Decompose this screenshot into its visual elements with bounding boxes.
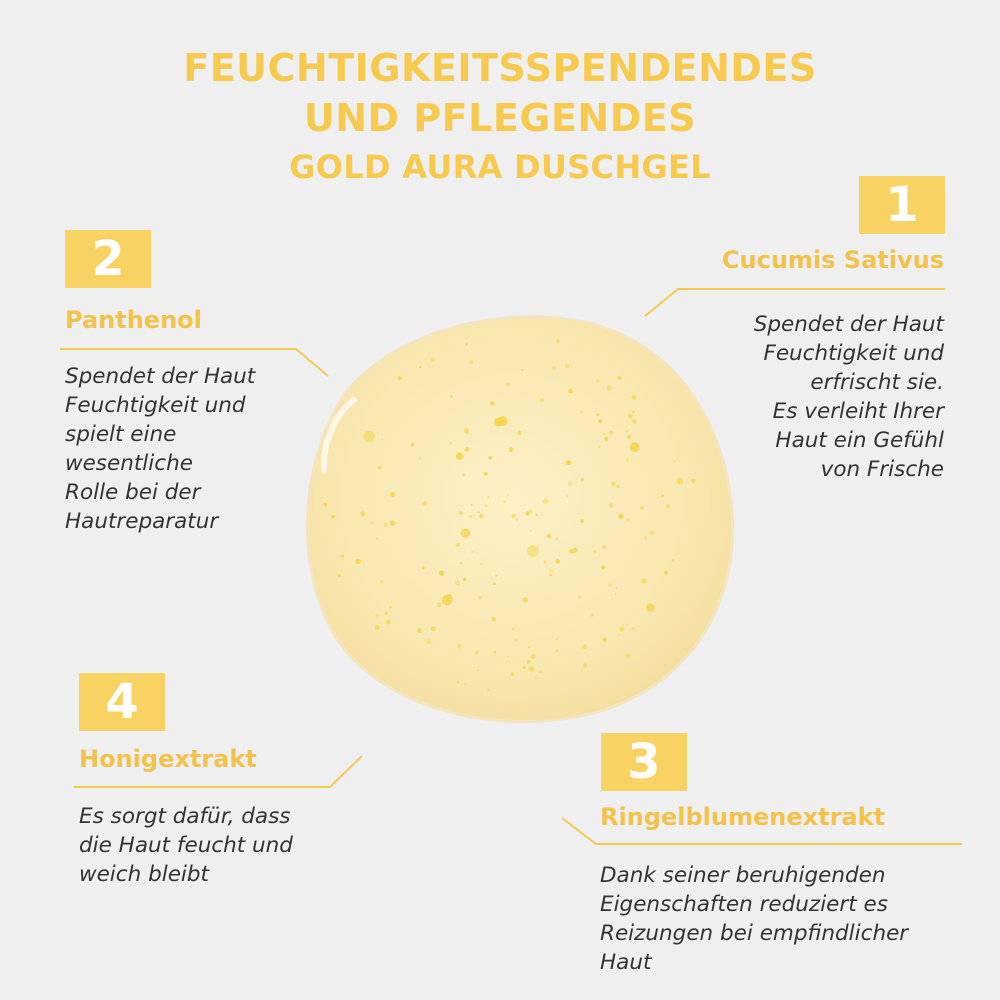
gel-bubble — [626, 518, 629, 521]
gel-bubble — [465, 447, 469, 451]
gel-bubble — [632, 395, 637, 400]
gel-bubble — [381, 438, 383, 440]
gel-bubble — [512, 628, 515, 631]
gel-bubble — [601, 565, 605, 569]
gel-bubble — [628, 413, 633, 418]
gel-bubble — [626, 458, 629, 461]
gel-bubble — [456, 453, 463, 460]
gel-bubble — [431, 357, 436, 362]
description-line: Haut — [600, 950, 652, 975]
gel-bubble — [478, 596, 482, 600]
gel-bubble — [602, 638, 606, 642]
gel-bubble — [556, 537, 559, 540]
gel-bubble — [477, 669, 479, 671]
gel-drop-image — [284, 300, 744, 730]
gel-bubble — [450, 395, 453, 398]
gel-bubble — [568, 482, 572, 486]
gel-bubble — [543, 561, 546, 564]
description-line: Feuchtigkeit und — [763, 341, 944, 366]
gel-bubble — [490, 401, 495, 406]
gel-bubble — [516, 519, 518, 521]
gel-bubble — [489, 456, 493, 460]
gel-bubble — [386, 620, 391, 625]
gel-bubble — [617, 376, 622, 381]
gel-bubble — [331, 515, 334, 518]
gel-bubble — [674, 460, 676, 462]
gel-bubble — [661, 495, 664, 498]
description-line: weich bleibt — [79, 862, 209, 887]
gel-bubble — [598, 446, 601, 449]
gel-bubble — [530, 530, 532, 532]
ingredient-name-2: Panthenol — [65, 306, 202, 334]
gel-bubble — [439, 571, 444, 576]
gel-drop-shape — [307, 317, 732, 722]
gel-bubble — [528, 646, 530, 648]
gel-bubble — [527, 660, 531, 664]
badge-number-2: 2 — [65, 230, 151, 288]
gel-bubble — [539, 671, 541, 673]
gel-bubble — [471, 551, 474, 554]
gel-bubble — [609, 431, 613, 435]
gel-bubble — [618, 514, 623, 519]
gel-bubble — [529, 510, 533, 514]
gel-bubble — [410, 443, 414, 447]
gel-bubble — [676, 477, 683, 484]
badge-number-4: 4 — [79, 673, 165, 731]
gel-bubble — [495, 575, 497, 577]
gel-bubble — [437, 602, 442, 607]
description-line: von Frische — [820, 457, 944, 482]
gel-bubble — [457, 681, 459, 683]
gel-bubble — [583, 663, 587, 667]
description-line: erfrischt sie. — [810, 370, 944, 395]
ingredient-name-3: Ringelblumenextrakt — [600, 803, 886, 831]
gel-bubble — [565, 364, 569, 368]
gel-bubble — [376, 538, 378, 540]
gel-bubble — [356, 559, 361, 564]
gel-bubble — [389, 606, 392, 609]
gel-bubble — [503, 501, 505, 503]
title-line-1: FEUCHTIGKEITSSPENDENDES — [183, 46, 817, 90]
gel-bubble — [324, 503, 327, 506]
description-line: Dank seiner beruhigenden — [600, 863, 886, 888]
gel-bubble — [578, 596, 581, 599]
gel-bubble — [615, 593, 617, 595]
gel-bubble — [455, 581, 460, 586]
gel-bubble — [493, 582, 496, 585]
gel-bubble — [549, 569, 553, 573]
gel-bubble — [507, 494, 509, 496]
gel-bubble — [475, 651, 479, 655]
gel-bubble — [556, 649, 559, 652]
gel-bubble — [442, 595, 453, 606]
gel-bubble — [566, 495, 568, 497]
gel-bubble — [549, 574, 552, 577]
gel-bubble — [596, 413, 599, 416]
gel-bubble — [471, 504, 473, 506]
gel-bubble — [371, 522, 374, 525]
gel-bubble — [580, 519, 584, 523]
gel-bubble — [380, 580, 383, 583]
gel-bubble — [611, 482, 615, 486]
gel-bubble — [398, 376, 402, 380]
gel-bubble — [590, 613, 594, 617]
gel-bubble — [666, 504, 670, 508]
gel-bubble — [580, 411, 583, 414]
gel-bubble — [462, 473, 465, 476]
gel-bubble — [672, 559, 675, 562]
description-line: Eigenschaften reduziert es — [600, 892, 888, 917]
gel-bubble — [417, 628, 422, 633]
gel-bubble — [691, 479, 696, 484]
gel-bubble — [338, 574, 341, 577]
gel-bubble — [464, 428, 470, 434]
gel-bubble — [540, 398, 545, 403]
description-line: Haut ein Gefühl — [775, 428, 944, 453]
gel-bubble — [626, 430, 628, 432]
gel-bubble — [664, 571, 668, 575]
gel-bubble — [384, 612, 388, 616]
gel-bubble — [535, 514, 538, 517]
gel-bubble — [459, 511, 463, 515]
gel-bubble — [469, 515, 473, 519]
gel-bubble — [378, 466, 381, 469]
gel-bubble — [465, 343, 468, 346]
ingredient-name-4: Honigextrakt — [79, 745, 257, 773]
gel-bubble — [632, 411, 635, 414]
product-name: GOLD AURA DUSCHGEL — [289, 148, 711, 186]
gel-bubble — [506, 382, 510, 386]
description-line: Reizungen bei empfindlicher — [600, 921, 909, 946]
gel-bubble — [523, 597, 528, 602]
gel-bubble — [552, 366, 556, 370]
gel-bubble — [423, 501, 428, 506]
gel-bubble — [616, 485, 620, 489]
gel-bubble — [422, 566, 425, 569]
gel-bubble — [457, 644, 461, 648]
gel-bubble — [569, 549, 574, 554]
gel-bubble — [627, 435, 632, 440]
gel-bubble — [529, 666, 534, 671]
title-line-2: UND PFLEGENDES — [303, 96, 697, 140]
gel-bubble — [582, 644, 587, 649]
ingredient-name-1: Cucumis Sativus — [721, 246, 944, 274]
gel-bubble — [523, 666, 526, 669]
gel-bubble — [375, 625, 380, 630]
description-line: Hautreparatur — [65, 509, 219, 534]
description-line: Es verleiht Ihrer — [772, 399, 944, 424]
gel-bubble — [547, 534, 551, 538]
gel-bubble — [618, 634, 620, 636]
gel-bubble — [390, 492, 395, 497]
gel-bubble — [641, 578, 646, 583]
description-line: Spendet der Haut — [753, 312, 944, 337]
description-line: die Haut feucht und — [79, 833, 293, 858]
gel-bubble — [360, 511, 365, 516]
gel-bubble — [646, 603, 654, 611]
gel-bubble — [477, 511, 479, 513]
gel-bubble — [644, 536, 648, 540]
description-line: wesentliche — [65, 451, 193, 476]
gel-bubble — [375, 614, 378, 617]
gel-bubble — [556, 339, 559, 342]
gel-bubble — [517, 431, 521, 435]
ingredient-description-3 — [600, 861, 908, 977]
gel-bubble — [479, 514, 483, 518]
gel-bubble — [484, 472, 488, 476]
gel-bubble — [507, 656, 509, 658]
gel-bubble — [630, 442, 640, 452]
badge-number-3: 3 — [601, 733, 687, 791]
gel-bubble — [527, 545, 539, 557]
gel-bubble — [566, 460, 571, 465]
gel-bubble — [568, 389, 573, 394]
gel-bubble — [609, 503, 614, 508]
gel-bubble — [426, 639, 431, 644]
gel-bubble — [593, 550, 597, 554]
gel-bubble — [460, 562, 463, 565]
gel-bubble — [615, 587, 617, 589]
gel-bubble — [480, 563, 482, 565]
gel-bubble — [469, 360, 473, 364]
gel-bubble — [608, 584, 611, 587]
gel-bubble — [492, 617, 497, 622]
description-line: Spendet der Haut — [65, 364, 256, 389]
gel-bubble — [603, 433, 605, 435]
gel-bubble — [626, 653, 631, 658]
gel-bubble — [487, 496, 489, 498]
gel-bubble — [640, 506, 644, 510]
gel-bubble — [632, 627, 635, 630]
description-line: Feuchtigkeit und — [65, 393, 246, 418]
gel-bubble — [494, 418, 503, 427]
gel-bubble — [465, 683, 467, 685]
gel-bubble — [390, 520, 395, 525]
gel-bubble — [511, 672, 515, 676]
gel-bubble — [619, 627, 624, 632]
gel-bubble — [530, 654, 535, 659]
gel-bubble — [463, 578, 467, 582]
description-line: Es sorgt dafür, dass — [79, 804, 291, 829]
gel-bubble — [535, 677, 537, 679]
gel-bubble — [364, 431, 375, 442]
description-line: Rolle bei der — [65, 480, 201, 505]
gel-bubble — [650, 530, 655, 535]
gel-bubble — [456, 543, 460, 547]
gel-bubble — [632, 419, 637, 424]
gel-bubble — [602, 545, 606, 549]
gel-bubble — [384, 523, 388, 527]
gel-bubble — [607, 385, 612, 390]
gel-bubble — [419, 457, 421, 459]
gel-bubble — [521, 369, 523, 371]
gel-bubble — [604, 437, 608, 441]
gel-bubble — [450, 443, 452, 445]
gel-bubble — [487, 689, 489, 691]
gel-bubble — [596, 379, 600, 383]
gel-bubble — [494, 651, 497, 654]
gel-bubble — [485, 504, 488, 507]
ingredient-description-1 — [754, 310, 944, 484]
gel-bubble — [431, 626, 436, 631]
ingredient-description-2 — [65, 362, 255, 536]
gel-bubble — [598, 419, 602, 423]
description-line: spielt eine — [65, 422, 177, 447]
gel-bubble — [512, 514, 516, 518]
gel-bubble — [581, 478, 585, 482]
gel-bubble — [509, 447, 514, 452]
gel-bubble — [461, 528, 470, 537]
gel-bubble — [626, 624, 628, 626]
gel-bubble — [555, 559, 560, 564]
gel-bubble — [419, 366, 421, 368]
gel-bubble — [543, 499, 548, 504]
gel-bubble — [341, 554, 345, 558]
gel-bubble — [556, 639, 558, 641]
gel-bubble — [515, 639, 517, 641]
ingredient-description-4 — [79, 802, 293, 889]
badge-number-1: 1 — [859, 176, 945, 234]
